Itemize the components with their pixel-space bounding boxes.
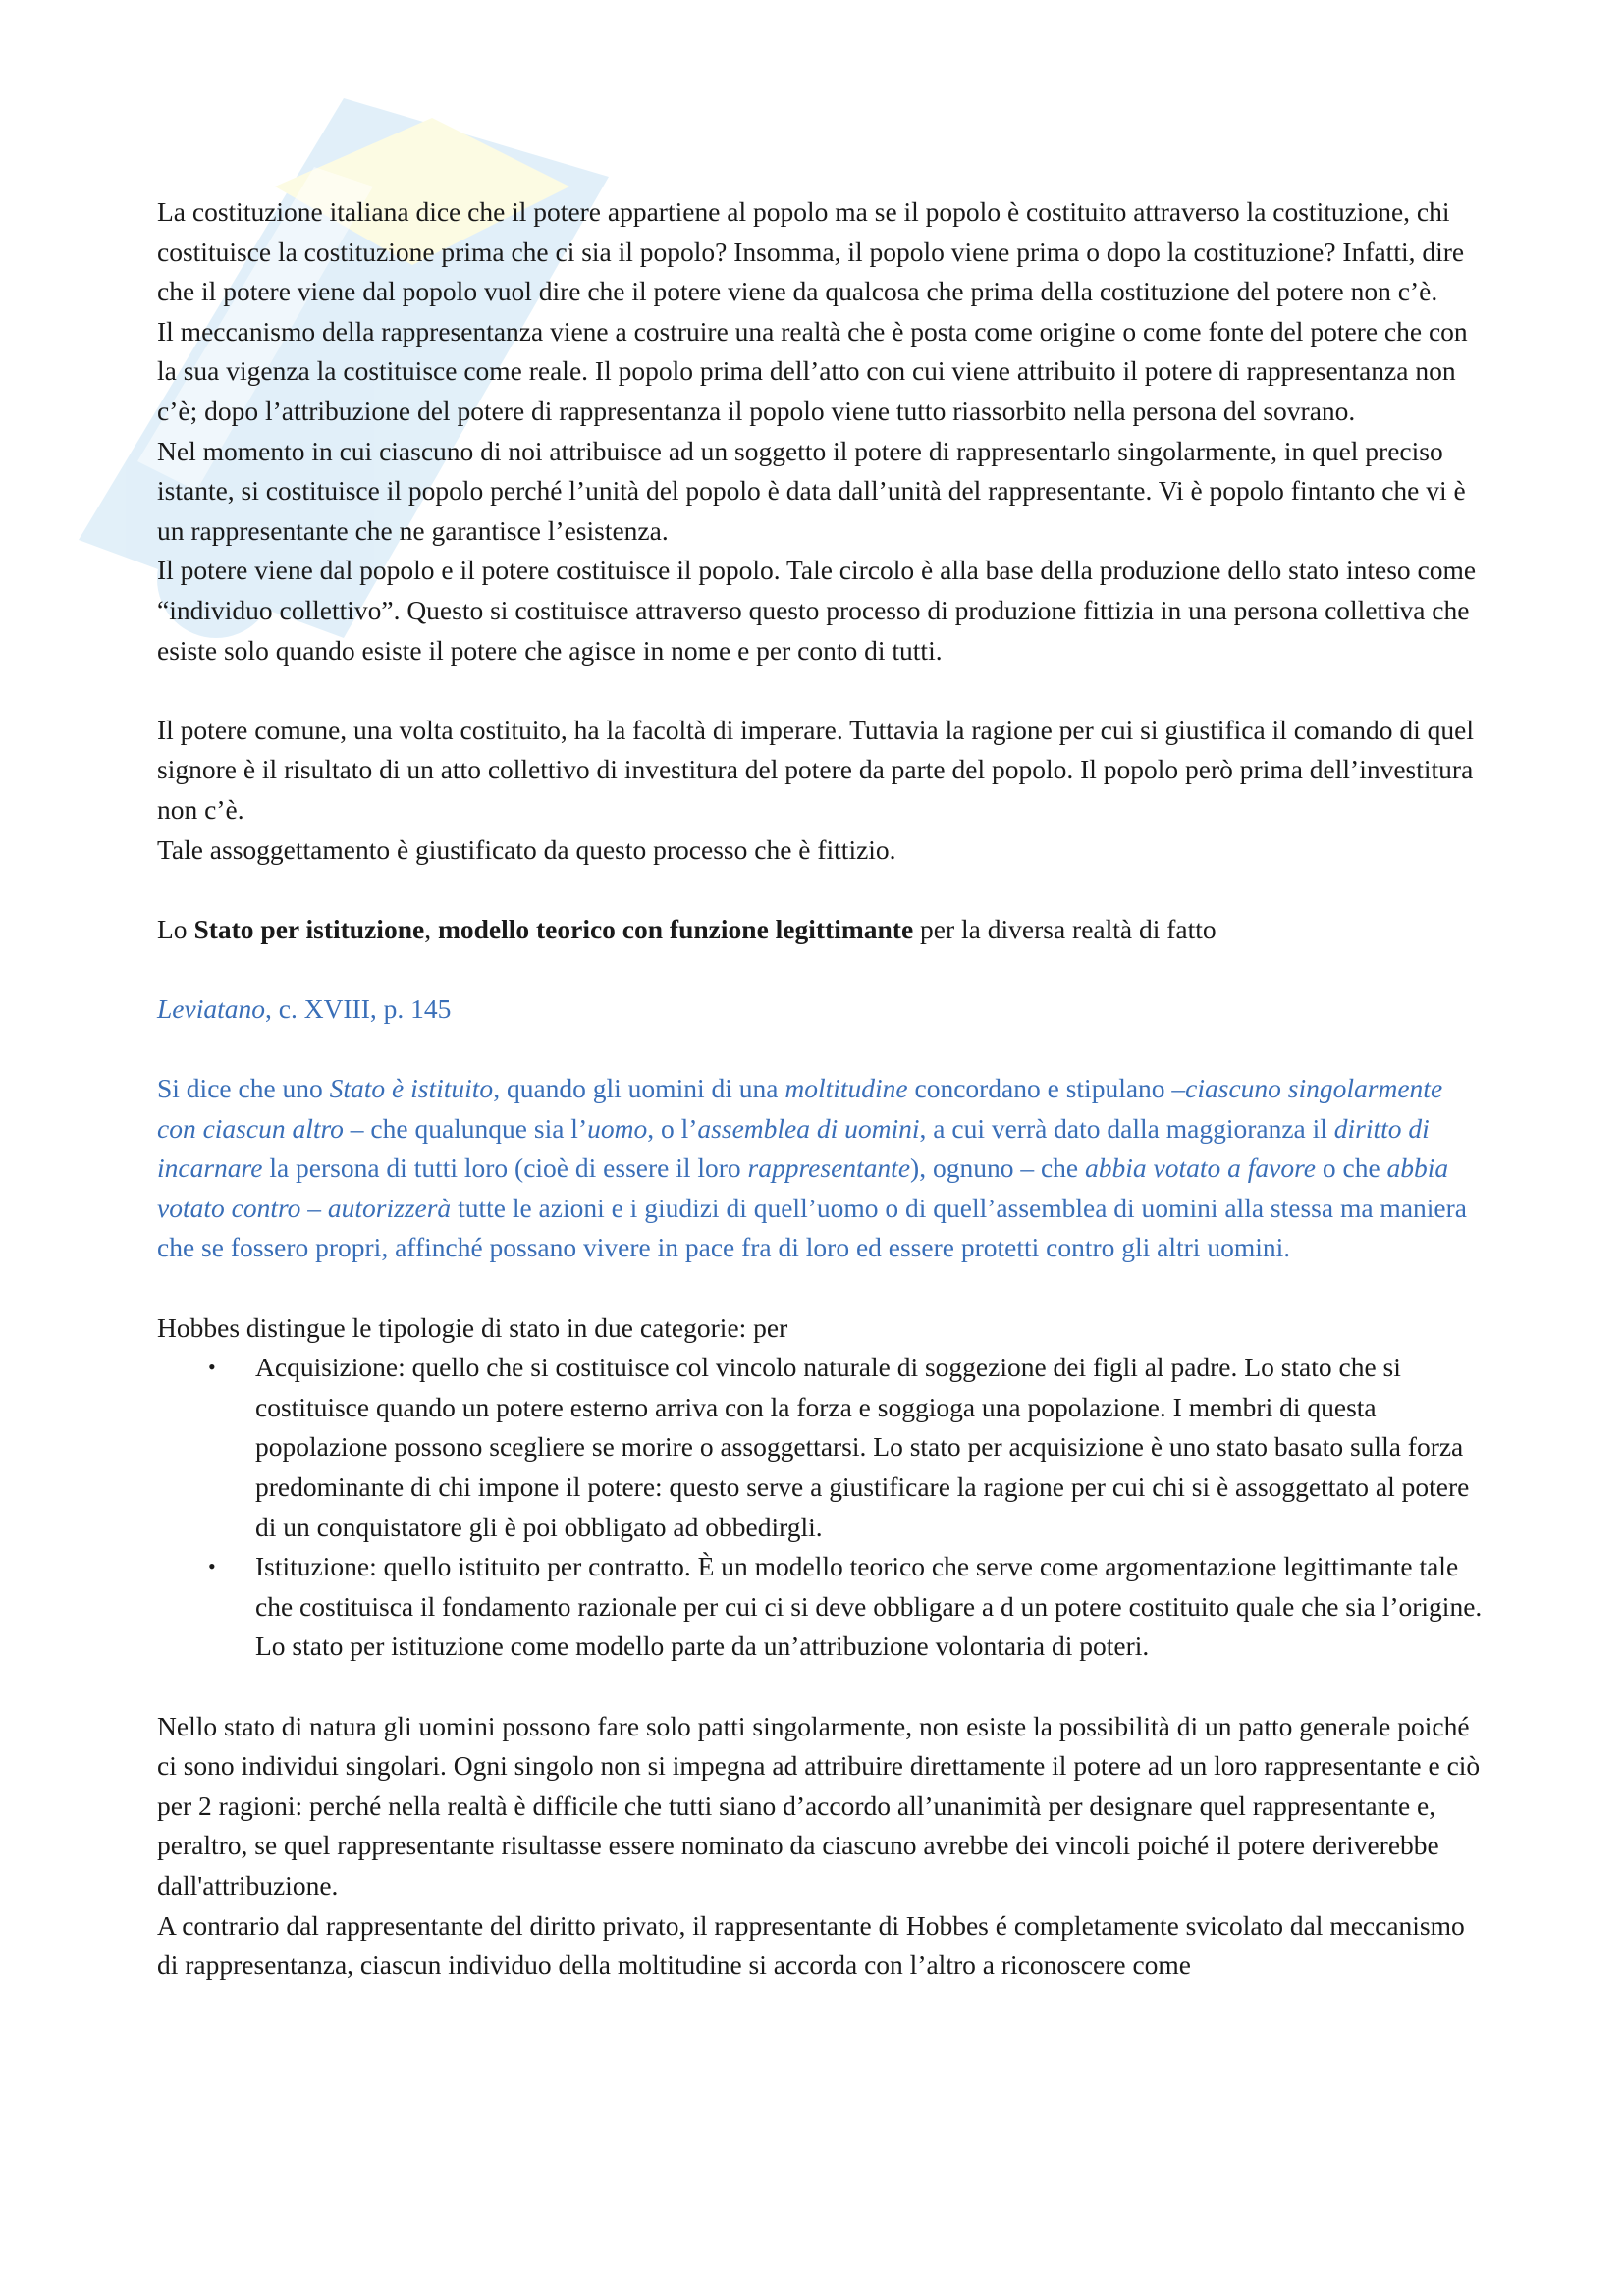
citation: Leviatano, c. XVIII, p. 145 [157,992,452,1024]
bold-term: Stato per istituzione [193,913,425,944]
block-quote: Si dice che uno Stato è istituito, quando gli uomini di una moltitudine concordano e stipulano –ciascuno singolarmente con ciascun altro – che qualunque sia l’uomo, o l’assemblea di uomini, a cui verrà dato dalla maggioranza il diritto di incarnare la persona di tutti loro (cioè di essere il loro rappresentante), ognuno – che abbia votato a favore o che abbia votato contro – autorizzerà tutte le azioni e i giudizi di quell’uomo o di quell’assemblea di uomini alla stessa ma maniera che se fossero propri, affinché possano vivere in pace fra di loro ed essere protetti contro gli altri uomini. [157,1073,1467,1263]
bold-term: modello teorico con funzione legittimante [437,913,914,944]
paragraph: Il potere comune, una volta costituito, ha la facoltà di imperare. Tuttavia la ragione per cui si giustifica il comando di quel signore è il risultato di un atto collettivo di investitura del potere da parte del popolo. Il popolo però prima dell’investitura non c’è. [157,714,1475,825]
paragraph: Il meccanismo della rappresentanza viene a costruire una realtà che è posta come origine o come fonte del potere che con la sua vigenza la costituisce come reale. Il popolo prima dell’atto con cui viene attribuito il potere di rappresentanza non c’è; dopo l’attribuzione del potere di rappresentanza il popolo viene tutto riassorbito nella persona del sovrano. [157,315,1468,426]
bullet-icon: • [208,1554,216,1579]
section-heading-line: Lo Stato per istituzione, modello teorico con funzione legittimante per la diversa realtà di fatto [157,913,1217,944]
document-body [157,192,1483,1986]
paragraph: Nel momento in cui ciascuno di noi attribuisce ad un soggetto il potere di rappresentarlo singolarmente, in quel preciso istante, si costituisce il popolo perché l’unità del popolo è data dall’unità del rappresentante. Vi è popolo fintanto che vi è un rappresentante che ne garantisce l’esistenza. [157,435,1466,546]
paragraph: Il potere viene dal popolo e il potere costituisce il popolo. Tale circolo è alla base della produzione dello stato inteso come “individuo collettivo”. Questo si costituisce attraverso questo processo di produzione fittizia in una persona collettiva che esiste solo quando esiste il potere che agisce in nome e per conto di tutti. [157,555,1477,666]
paragraph: La costituzione italiana dice che il potere appartiene al popolo ma se il popolo è costituito attraverso la costituzione, chi costituisce la costituzione prima che ci sia il popolo? Insomma, il popolo viene prima o dopo la costituzione? Infatti, dire che il potere viene dal popolo vuol dire che il potere viene da qualcosa che prima della costituzione del potere non c’è. [157,196,1465,307]
citation-title: Leviatano [157,992,265,1024]
paragraph: Tale assoggettamento è giustificato da questo processo che è fittizio. [157,833,896,865]
bullet-icon: • [208,1355,216,1380]
bullet-list [157,1348,1483,1667]
list-item: • Acquisizione: quello che si costituisce col vincolo naturale di soggezione dei figli al padre. Lo stato che si costituisce quando un potere esterno arriva con la forza e soggioga una popolazione. I membri di questa popolazione possono scegliere se morire o assoggettarsi. Lo stato per acquisizione è uno stato basato sulla forza predominante di chi impone il potere: questo serve a giustificare la ragione per cui chi si è assoggettato al potere di un conquistatore gli è poi obbligato ad obbedirgli. [157,1348,1483,1547]
paragraph: Hobbes distingue le tipologie di stato in due categorie: per [157,1311,788,1343]
list-item: • Istituzione: quello istituito per contratto. È un modello teorico che serve come argomentazione legittimante tale che costituisca il fondamento razionale per cui ci si deve obbligare a d un potere costituito quale che sia l’origine. Lo stato per istituzione come modello parte da un’attribuzione volontaria di poteri. [157,1547,1483,1667]
paragraph: A contrario dal rappresentante del diritto privato, il rappresentante di Hobbes é completamente svicolato dal meccanismo di rappresentanza, ciascun individuo della moltitudine si accorda con l’altro a riconoscere come [157,1909,1465,1981]
paragraph: Nello stato di natura gli uomini possono fare solo patti singolarmente, non esiste la possibilità di un patto generale poiché ci sono individui singolari. Ogni singolo non si impegna ad attribuire direttamente il potere ad un loro rappresentante e ciò per 2 ragioni: perché nella realtà è difficile che tutti siano d’accordo all’unanimità per designare quel rappresentante e, peraltro, se quel rappresentante risultasse essere nominato da ciascuno avrebbe dei vincoli poiché il potere deriverebbe dall'attribuzione. [157,1710,1481,1900]
